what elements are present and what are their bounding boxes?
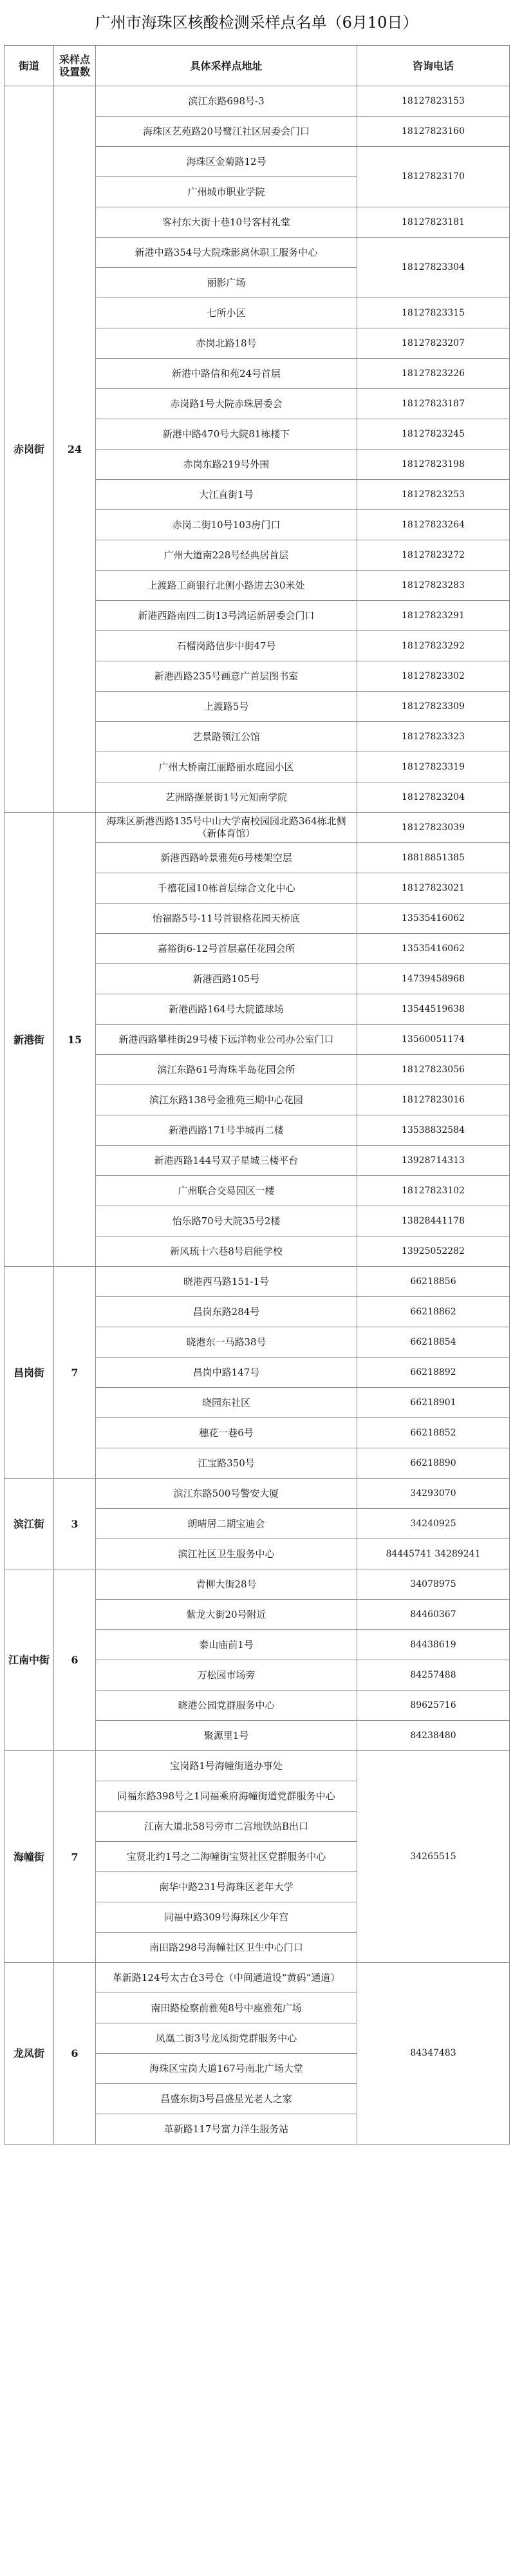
address-cell: 江南大道北58号旁市二宫地铁站B出口 [96,1812,357,1842]
phone-cell: 18127823207 [357,328,510,359]
table-row [5,86,510,117]
address-cell: 滨江社区卫生服务中心 [96,1539,357,1569]
phone-cell: 18127823319 [357,752,510,782]
street-name-cell: 昌岗街 [5,1267,54,1479]
address-cell: 艺景路领江公馆 [96,722,357,752]
point-count-cell: 7 [54,1267,96,1479]
address-cell: 广州联合交易园区一楼 [96,1176,357,1206]
address-cell: 新港西路144号双子星城三楼平台 [96,1146,357,1176]
street-name-cell: 海幢街 [5,1751,54,1963]
phone-cell: 18127823291 [357,601,510,631]
address-cell: 千禧花园10栋首层综合文化中心 [96,873,357,904]
address-cell: 宝岗路1号海幢街道办事处 [96,1751,357,1781]
address-cell: 赤岗二街10号103房门口 [96,510,357,540]
address-cell: 新港西路164号大院篮球场 [96,994,357,1025]
address-cell: 革新路117号富力洋生服务站 [96,2114,357,2145]
phone-cell: 34293070 [357,1479,510,1509]
phone-cell: 18127823056 [357,1055,510,1085]
phone-cell: 13538832584 [357,1115,510,1146]
point-count-cell: 6 [54,1569,96,1751]
address-cell: 海珠区艺苑路20号鹭江社区居委会门口 [96,117,357,147]
address-cell: 南华中路231号海珠区老年大学 [96,1872,357,1902]
header-street: 街道 [5,46,54,86]
address-cell: 赤岗路1号大院赤珠居委会 [96,389,357,419]
phone-cell: 13544519638 [357,994,510,1025]
address-cell: 同福东路398号之1同福乘府海幢街道党群服务中心 [96,1781,357,1812]
address-cell: 江宝路350号 [96,1448,357,1479]
point-count-cell: 6 [54,1963,96,2145]
address-cell: 晓港东一马路38号 [96,1327,357,1358]
phone-cell: 18127823245 [357,419,510,450]
address-cell: 新港西路岭景雅苑6号楼架空层 [96,843,357,873]
phone-cell: 18127823323 [357,722,510,752]
phone-cell: 18127823016 [357,1085,510,1115]
phone-cell: 18127823153 [357,86,510,117]
address-cell: 新风琉十六巷8号启能学校 [96,1236,357,1267]
table-row [5,1479,510,1509]
address-cell: 大江直街1号 [96,480,357,510]
phone-cell: 18127823283 [357,571,510,601]
phone-cell: 18127823226 [357,359,510,389]
address-cell: 凤凰二街3号龙凤街党群服务中心 [96,2023,357,2054]
phone-cell: 66218901 [357,1388,510,1418]
phone-cell: 18127823253 [357,480,510,510]
phone-cell: 18127823198 [357,450,510,480]
table-row [5,813,510,843]
phone-cell: 66218892 [357,1358,510,1388]
phone-cell: 66218856 [357,1267,510,1297]
table-row [5,1963,510,1993]
address-cell: 革新路124号太古仓3号仓（中间通道设“黄码”通道） [96,1963,357,1993]
address-cell: 晓港公园党群服务中心 [96,1690,357,1721]
address-cell: 朗晴居二期宝迪会 [96,1509,357,1539]
phone-cell: 34240925 [357,1509,510,1539]
phone-cell: 18127823204 [357,782,510,813]
address-cell: 海珠区新港西路135号中山大学南校园园北路364栋北侧（新体育馆） [96,813,357,843]
address-cell: 石榴岗路信步中街47号 [96,631,357,661]
address-cell: 怡乐路70号大院35号2楼 [96,1206,357,1236]
address-cell: 广州大桥南江丽路丽水庭园小区 [96,752,357,782]
address-cell: 聚源里1号 [96,1721,357,1751]
address-cell: 客村东大街十巷10号客村礼堂 [96,207,357,238]
address-cell: 同福中路309号海珠区少年宫 [96,1902,357,1933]
point-count-cell: 15 [54,813,96,1267]
address-cell: 晓港西马路151-1号 [96,1267,357,1297]
address-cell: 丽影广场 [96,268,357,298]
address-cell: 昌岗中路147号 [96,1358,357,1388]
header-address: 具体采样点地址 [96,46,357,86]
address-cell: 怡福路5号-11号首银格花园天桥底 [96,904,357,934]
address-cell: 紫龙大街20号附近 [96,1600,357,1630]
address-cell: 广州城市职业学院 [96,177,357,207]
phone-cell: 18127823309 [357,692,510,722]
address-cell: 泰山庙前1号 [96,1630,357,1660]
phone-cell: 14739458968 [357,964,510,994]
address-cell: 南田路检察前雅苑8号中座雅苑广场 [96,1993,357,2023]
address-cell: 新港西路171号半城再二楼 [96,1115,357,1146]
street-name-cell: 新港街 [5,813,54,1267]
address-cell: 新港西路235号画意广首层图书室 [96,661,357,692]
phone-cell: 66218852 [357,1418,510,1448]
phone-cell: 13560051174 [357,1025,510,1055]
phone-cell: 34078975 [357,1569,510,1600]
phone-cell: 84347483 [357,1963,510,2145]
table-body [5,86,510,2145]
phone-cell: 18127823315 [357,298,510,328]
address-cell: 上渡路工商银行北侧小路进去30米处 [96,571,357,601]
address-cell: 滨江东路698号-3 [96,86,357,117]
phone-cell: 18127823181 [357,207,510,238]
address-cell: 七所小区 [96,298,357,328]
phone-cell: 13928714313 [357,1146,510,1176]
street-name-cell: 龙凤街 [5,1963,54,2145]
phone-cell: 34265515 [357,1751,510,1963]
header-phone: 咨询电话 [357,46,510,86]
header-count: 采样点设置数 [54,46,96,86]
point-count-cell: 3 [54,1479,96,1569]
address-cell: 新港中路470号大院81栋楼下 [96,419,357,450]
address-cell: 上渡路5号 [96,692,357,722]
address-cell: 艺洲路撷景街1号元知南学院 [96,782,357,813]
address-cell: 赤岗东路219号外围 [96,450,357,480]
address-cell: 海珠区宝岗大道167号南北广场大堂 [96,2054,357,2084]
phone-cell: 89625716 [357,1690,510,1721]
table-row [5,1267,510,1297]
address-cell: 嘉裕街6-12号首层嘉任花园会所 [96,934,357,964]
phone-cell: 84460367 [357,1600,510,1630]
address-cell: 海珠区金菊路12号 [96,147,357,177]
phone-cell: 18818851385 [357,843,510,873]
point-count-cell: 7 [54,1751,96,1963]
address-cell: 滨江东路138号金雅苑三期中心花园 [96,1085,357,1115]
address-cell: 新港西路南四二街13号鸿运新居委会门口 [96,601,357,631]
point-count-cell: 24 [54,86,96,813]
street-name-cell: 滨江街 [5,1479,54,1569]
phone-cell: 66218854 [357,1327,510,1358]
phone-cell: 18127823304 [357,238,510,298]
phone-cell: 18127823170 [357,147,510,207]
phone-cell: 84257488 [357,1660,510,1690]
phone-cell: 13535416062 [357,934,510,964]
address-cell: 青柳大街28号 [96,1569,357,1600]
address-cell: 赤岗北路18号 [96,328,357,359]
phone-cell: 84445741 34289241 [357,1539,510,1569]
address-cell: 新港中路信和苑24号首层 [96,359,357,389]
street-name-cell: 江南中街 [5,1569,54,1751]
address-cell: 穗花一巷6号 [96,1418,357,1448]
address-cell: 滨江东路61号海珠半岛花园会所 [96,1055,357,1085]
address-cell: 新港中路354号大院珠影离休职工服务中心 [96,238,357,268]
phone-cell: 18127823021 [357,873,510,904]
phone-cell: 18127823264 [357,510,510,540]
phone-cell: 13535416062 [357,904,510,934]
table-row [5,1569,510,1600]
table-row [5,1751,510,1781]
header-row [5,46,510,86]
phone-cell: 18127823039 [357,813,510,843]
address-cell: 宝贤北约1号之二海幢街宝贤社区党群服务中心 [96,1842,357,1872]
phone-cell: 66218890 [357,1448,510,1479]
phone-cell: 18127823272 [357,540,510,571]
phone-cell: 84438619 [357,1630,510,1660]
phone-cell: 13828441178 [357,1206,510,1236]
phone-cell: 18127823187 [357,389,510,419]
address-cell: 广州大道南228号经典居首层 [96,540,357,571]
address-cell: 新港西路105号 [96,964,357,994]
document-title: 广州市海珠区核酸检测采样点名单（6月10日） [95,14,418,32]
address-cell: 晓园东社区 [96,1388,357,1418]
address-cell: 昌岗东路284号 [96,1297,357,1327]
address-cell: 万松园市场旁 [96,1660,357,1690]
phone-cell: 18127823302 [357,661,510,692]
address-cell: 滨江东路500号警安大厦 [96,1479,357,1509]
phone-cell: 84238480 [357,1721,510,1751]
phone-cell: 18127823160 [357,117,510,147]
phone-cell: 18127823292 [357,631,510,661]
phone-cell: 66218862 [357,1297,510,1327]
sampling-points-table [4,45,510,2145]
phone-cell: 18127823102 [357,1176,510,1206]
address-cell: 南田路298号海幢社区卫生中心门口 [96,1933,357,1963]
table-header [5,46,510,86]
street-name-cell: 赤岗街 [5,86,54,813]
address-cell: 昌盛东街3号昌盛星光老人之家 [96,2084,357,2114]
address-cell: 新港西路攀桂街29号楼下远洋物业公司办公室门口 [96,1025,357,1055]
phone-cell: 13925052282 [357,1236,510,1267]
